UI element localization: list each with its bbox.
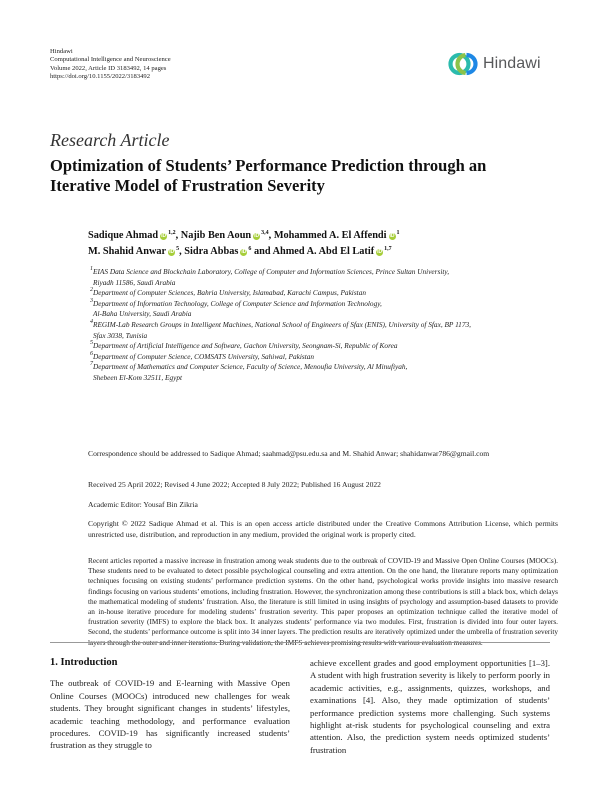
author-name: M. Shahid Anwar [88, 246, 167, 257]
correspondence-note: Correspondence should be addressed to Sadique Ahmad; saahmad@psu.edu.sa and M. Shahid Anwar; shahidanwar786@gmail.com [88, 449, 490, 458]
author-separator: , [175, 230, 179, 241]
author-joiner: and [253, 246, 271, 257]
affiliation-text: Department of Artificial Intelligence and Software, Gachon University, Seongnam-Si, Republic of Korea [93, 341, 398, 351]
affiliation-text: Department of Mathematics and Computer Science, Faculty of Science, Menoufia University, Al Minufiyah, [93, 362, 408, 372]
author-2[interactable] [181, 230, 271, 241]
affiliation-text-cont: Al-Baha University, Saudi Arabia [93, 309, 192, 319]
body-column-right [310, 657, 550, 756]
affiliation-4 [88, 320, 560, 341]
hindawi-logo-icon [447, 48, 479, 80]
affiliation-6 [88, 352, 560, 363]
author-name: Sadique Ahmad [88, 230, 159, 241]
affiliation-number: 7 [90, 361, 93, 368]
orcid-icon[interactable]: iD [161, 233, 167, 239]
author-5[interactable] [184, 246, 251, 257]
affiliation-text: Department of Information Technology, College of Computer Science and Information Technology, [93, 298, 382, 308]
article-type: Research Article [50, 130, 170, 150]
affiliation-text-cont: Riyadh 11586, Saudi Arabia [93, 277, 176, 287]
section-divider [50, 642, 550, 643]
publication-dates: Received 25 April 2022; Revised 4 June 2022; Accepted 8 July 2022; Published 16 August 2022 [88, 480, 381, 489]
affiliation-number: 1 [90, 266, 93, 272]
author-affil-sup: 3,4 [261, 230, 269, 236]
journal-name: Computational Intelligence and Neuroscience [50, 56, 171, 64]
intro-paragraph-right: achieve excellent grades and good employment opportunities [1–3]. A student with high frustration severity is likely to perform poorly in academic activities, e.g., assignments, quizzes, workshops, and examinations [4]. Also, they made optimization of students’ performance prediction systems more challenging. Such systems highlight at-risk students for psychological counseling and extra attention. Also, the prediction system needs optimized students’ frustration [310, 658, 550, 755]
affiliation-2 [88, 288, 560, 299]
orcid-icon[interactable]: iD [389, 233, 395, 239]
affiliation-text: Department of Computer Sciences, Bahria University, Islamabad, Karachi Campus, Pakistan [93, 288, 366, 298]
affiliation-number: 4 [90, 318, 93, 325]
author-name: Najib Ben Aoun [180, 230, 252, 241]
affiliation-text-cont: Sfax 3038, Tunisia [93, 330, 148, 340]
author-name: Sidra Abbas [184, 246, 239, 257]
affiliation-text-cont: Shebeen El-Kom 32511, Egypt [93, 372, 183, 382]
volume-line: Volume 2022, Article ID 3183492, 14 pages [50, 64, 167, 72]
orcid-icon[interactable]: iD [254, 233, 260, 239]
author-name: Mohammed A. El Affendi [273, 230, 387, 241]
section-heading: 1. Introduction [50, 657, 118, 668]
author-list [88, 228, 558, 260]
affiliation-number: 5 [90, 340, 93, 347]
affiliation-text: REGIM-Lab Research Groups in Intelligent Machines, National School of Engineers of Sfax (ENIS), University of Sfax, BP 1173, [93, 319, 471, 329]
orcid-icon[interactable]: iD [169, 249, 175, 255]
abstract: Recent articles reported a massive increase in frustration among weak students due to the outbreak of COVID-19 and Massive Open Online Courses (MOOCs). These students need to be evaluated to detect possible psychological counseling and extra attention. On the one hand, the literature reports many optimization techniques focusing on existing students’ performance prediction systems. On the other hand, psychological works provide insights into massive research findings focusing on various students’ emotions, including frustration. However, the synchronization among these contributions is still a black box, which delays the mathematical modeling of students’ frustration. Also, the literature is still limited in using insights of psychology and assumption-based datasets to provide an in-house iterative procedure for modeling students’ frustration severity. This paper proposes an optimization technique called the iterative model of frustration severity (IMFS) to explore the black box. It analyzes students’ performance via two modules. First, frustration is divided into four outer layers. Second, the students’ performance outcome is split into 34 inner layers. The prediction results are iteratively optimized under the umbrella of frustration severity layers through the outer and inner iterations. During validation, the IMFS achieves promising results with various evaluation measures. [88, 556, 558, 647]
journal-info [50, 48, 171, 82]
affiliation-text: Department of Computer Science, COMSATS University, Sahiwal, Pakistan [93, 351, 315, 361]
affiliation-number: 3 [90, 297, 93, 304]
author-affil-sup: 5 [176, 246, 180, 252]
author-name: Ahmed A. Abd El Latif [272, 246, 375, 257]
author-3[interactable] [274, 230, 400, 241]
orcid-icon[interactable]: iD [241, 249, 247, 255]
author-4[interactable] [88, 246, 182, 257]
affiliation-number: 6 [90, 350, 93, 357]
author-affil-sup: 1,7 [384, 246, 392, 252]
copyright-notice: Copyright © 2022 Sadique Ahmad et al. This is an open access article distributed under the Creative Commons Attribution License, which permits unrestricted use, distribution, and reproduction in any medium, provided the original work is properly cited. [88, 519, 558, 539]
author-affil-sup: 6 [248, 246, 252, 252]
article-title: Optimization of Students’ Performance Prediction through an Iterative Model of Frustration Severity [50, 156, 487, 195]
author-6[interactable] [273, 246, 392, 257]
author-affil-sup: 1,2 [168, 230, 176, 236]
affiliation-5 [88, 341, 560, 352]
hindawi-logo-text: Hindawi [483, 55, 541, 72]
body-column-left [50, 657, 290, 752]
affiliation-3 [88, 299, 560, 320]
author-separator: , [268, 230, 272, 241]
hindawi-logo[interactable] [447, 48, 541, 80]
author-1[interactable] [88, 230, 178, 241]
affiliation-list [88, 267, 560, 384]
publisher-name: Hindawi [50, 48, 73, 55]
doi-link[interactable]: https://doi.org/10.1155/2022/3183492 [50, 73, 151, 81]
orcid-icon[interactable]: iD [377, 249, 383, 255]
author-affil-sup: 1 [396, 230, 400, 236]
author-separator: , [179, 246, 182, 257]
affiliation-1 [88, 267, 560, 288]
intro-paragraph-left: The outbreak of COVID-19 and E-learning with Massive Open Online Courses (MOOCs) introduced new challenges for weak students. They brought significant changes in students’ lifestyles, academic teaching methodology, and performance evaluation procedures. COVID-19 has significantly increased students’ frustration as they struggle to [50, 678, 290, 751]
affiliation-number: 2 [90, 287, 93, 294]
affiliation-7 [88, 362, 560, 383]
academic-editor: Academic Editor: Yousaf Bin Zikria [88, 500, 198, 509]
affiliation-text: EIAS Data Science and Blockchain Laboratory, College of Computer and Information Sciences, Prince Sultan University, [93, 267, 450, 276]
